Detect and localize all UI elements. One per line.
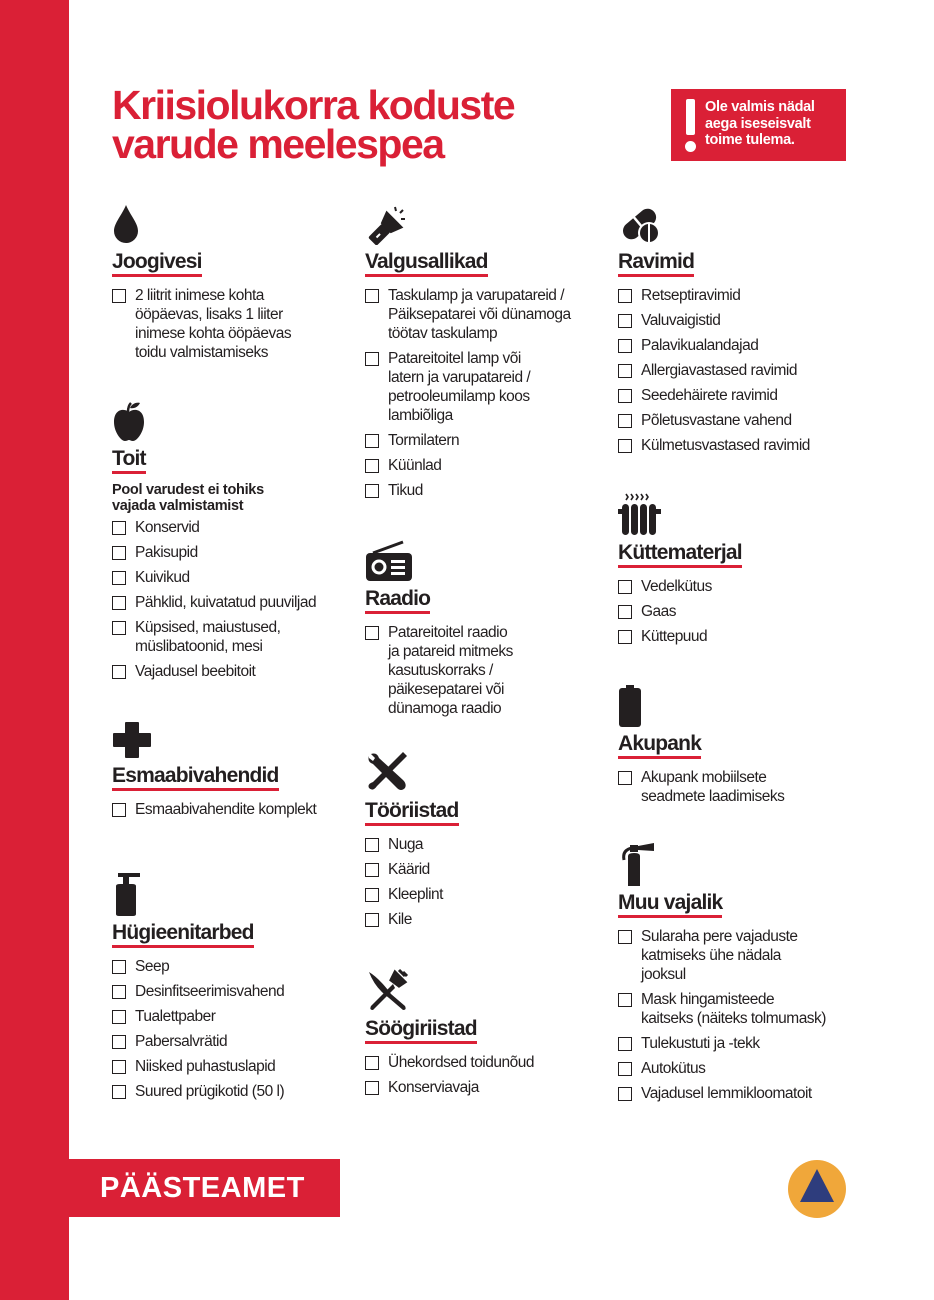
- section-title: Akupank: [618, 733, 701, 759]
- checklist-item: [365, 885, 605, 904]
- section-soogiriistad: [365, 968, 605, 1103]
- checklist-item-label: Seedehäirete ravimid: [641, 387, 778, 404]
- notice-box: [671, 89, 846, 161]
- page-title: [112, 82, 515, 167]
- tools-icon: [365, 750, 605, 794]
- checklist-item-label: Ühekordsed toidunõud: [388, 1054, 534, 1071]
- checklist-item: [365, 1053, 605, 1072]
- battery-icon: [618, 683, 858, 727]
- checkbox[interactable]: [365, 838, 379, 852]
- title-line-2: varude meelespea: [112, 121, 444, 167]
- checklist-item: [112, 800, 352, 819]
- checklist: [112, 957, 352, 1101]
- flashlight-icon: [365, 201, 605, 245]
- checklist-item: [112, 662, 352, 681]
- checklist-item: [618, 1084, 858, 1103]
- checklist-item: [618, 927, 858, 984]
- section-title: Söögiriistad: [365, 1018, 477, 1044]
- section-title: Muu vajalik: [618, 892, 722, 918]
- checkbox[interactable]: [112, 596, 126, 610]
- checklist: [365, 1053, 605, 1097]
- section-title: Ravimid: [618, 251, 694, 277]
- checklist-item-label: Desinfitseerimisvahend: [135, 983, 285, 1000]
- checklist: [365, 623, 605, 718]
- checklist-item: [112, 286, 352, 362]
- checklist-item-label: Tulekustuti ja -tekk: [641, 1035, 760, 1052]
- fire-extinguisher-icon: [618, 842, 858, 886]
- notice-text: [705, 99, 815, 149]
- section-hygieen: [112, 872, 352, 1107]
- radio-icon: [365, 538, 605, 582]
- checklist-item: [618, 286, 858, 305]
- checklist-item-label: Konservid: [135, 519, 200, 536]
- section-muu: [618, 842, 858, 1109]
- checklist-item-label: Akupank mobiilsete seadmete laadimiseks: [641, 769, 785, 805]
- checklist: [365, 286, 605, 500]
- cutlery-icon: [365, 968, 605, 1012]
- checklist-item-label: Esmaabivahendite komplekt: [135, 801, 317, 818]
- checklist-item: [365, 623, 605, 718]
- section-title: Küttematerjal: [618, 542, 742, 568]
- checklist-item-label: Kuivikud: [135, 569, 190, 586]
- checkbox[interactable]: [365, 863, 379, 877]
- checklist-item: [618, 1034, 858, 1053]
- checklist-item-label: Patareitoitel raadio ja patareid mitmeks kasutuskorraks / päikesepatarei või dünamoga raadio: [388, 624, 513, 717]
- checkbox[interactable]: [618, 389, 632, 403]
- checklist-item: [112, 1032, 352, 1051]
- checklist-item: [618, 1059, 858, 1078]
- checkbox[interactable]: [365, 289, 379, 303]
- checklist-item-label: Suured prügikotid (50 l): [135, 1083, 285, 1100]
- notice-line: Ole valmis nädal: [705, 99, 815, 115]
- section-valgus: [365, 201, 605, 506]
- checklist-item: [618, 436, 858, 455]
- checklist-item: [365, 349, 605, 425]
- checklist-item: [618, 361, 858, 380]
- checklist-item-label: Tualettpaber: [135, 1008, 216, 1025]
- checklist-item: [618, 311, 858, 330]
- checklist: [618, 286, 858, 455]
- checklist-item: [365, 910, 605, 929]
- brand-banner: PÄÄSTEAMET: [69, 1159, 340, 1217]
- checkbox[interactable]: [112, 1060, 126, 1074]
- section-title: Esmaabivahendid: [112, 765, 279, 791]
- checklist-item-label: 2 liitrit inimese kohta ööpäevas, lisaks 1 liiter inimese kohta ööpäevas toidu valmistamiseks: [135, 287, 292, 361]
- section-subtitle: Pool varudest ei tohiks vajada valmistamist: [112, 482, 264, 514]
- checkbox[interactable]: [365, 913, 379, 927]
- checklist-item-label: Palavikualandajad: [641, 337, 759, 354]
- checklist: [365, 835, 605, 929]
- checkbox[interactable]: [112, 1010, 126, 1024]
- section-akupank: [618, 683, 858, 812]
- checklist-item: [365, 481, 605, 500]
- checklist-item-label: Sularaha pere vajaduste katmiseks ühe nädala jooksul: [641, 928, 798, 983]
- checkbox[interactable]: [112, 621, 126, 635]
- apple-icon: [112, 398, 352, 442]
- checklist-item: [365, 860, 605, 879]
- checkbox[interactable]: [112, 960, 126, 974]
- checklist-item: [618, 386, 858, 405]
- section-raadio: [365, 538, 605, 724]
- checkbox[interactable]: [112, 546, 126, 560]
- checklist-item: [365, 835, 605, 854]
- checklist: [112, 518, 352, 681]
- water-drop-icon: [112, 201, 352, 245]
- radiator-icon: [618, 492, 858, 536]
- checkbox[interactable]: [618, 414, 632, 428]
- checkbox[interactable]: [365, 459, 379, 473]
- section-tooriistad: [365, 750, 605, 935]
- section-joogivesi: [112, 201, 352, 368]
- checklist-item: [112, 568, 352, 587]
- checkbox[interactable]: [618, 605, 632, 619]
- checklist-item: [618, 768, 858, 806]
- checklist-item-label: Kile: [388, 911, 412, 928]
- checkbox[interactable]: [618, 364, 632, 378]
- checklist-item-label: Nuga: [388, 836, 424, 853]
- checkbox[interactable]: [618, 1062, 632, 1076]
- checklist-item-label: Küünlad: [388, 457, 442, 474]
- notice-line: toime tulema.: [705, 132, 795, 148]
- soap-dispenser-icon: [112, 872, 352, 916]
- checkbox[interactable]: [618, 993, 632, 1007]
- section-title: Valgusallikad: [365, 251, 488, 277]
- exclamation-icon: [679, 95, 701, 155]
- checkbox[interactable]: [365, 484, 379, 498]
- checklist-item-label: Külmetusvastased ravimid: [641, 437, 810, 454]
- checkbox[interactable]: [112, 1085, 126, 1099]
- left-red-bar: [0, 0, 69, 1300]
- checklist-item-label: Vajadusel lemmikloomatoit: [641, 1085, 812, 1102]
- section-title: Toit: [112, 448, 146, 474]
- checklist-item: [112, 1082, 352, 1101]
- checklist-item-label: Põletusvastane vahend: [641, 412, 792, 429]
- checkbox[interactable]: [112, 521, 126, 535]
- checklist-item: [112, 957, 352, 976]
- civil-defence-logo-icon: [788, 1160, 846, 1218]
- pills-icon: [618, 201, 858, 245]
- checklist-item-label: Autokütus: [641, 1060, 706, 1077]
- checkbox[interactable]: [365, 1056, 379, 1070]
- checkbox[interactable]: [365, 888, 379, 902]
- checklist-item-label: Vajadusel beebitoit: [135, 663, 256, 680]
- checklist-item-label: Tormilatern: [388, 432, 460, 449]
- checkbox[interactable]: [365, 1081, 379, 1095]
- checklist-item-label: Konserviavaja: [388, 1079, 479, 1096]
- checkbox[interactable]: [618, 339, 632, 353]
- checkbox[interactable]: [618, 439, 632, 453]
- checklist-item-label: Valuvaigistid: [641, 312, 721, 329]
- checkbox[interactable]: [618, 580, 632, 594]
- checkbox[interactable]: [365, 626, 379, 640]
- section-title: Tööriistad: [365, 800, 459, 826]
- checklist-item-label: Gaas: [641, 603, 677, 620]
- checklist-item-label: Küpsised, maiustused, müslibatoonid, mesi: [135, 619, 281, 655]
- first-aid-cross-icon: [112, 715, 352, 759]
- checklist-item: [618, 336, 858, 355]
- checklist-item: [618, 411, 858, 430]
- checkbox[interactable]: [618, 1037, 632, 1051]
- checklist-item-label: Allergiavastased ravimid: [641, 362, 797, 379]
- section-title: Hügieenitarbed: [112, 922, 254, 948]
- checklist-item-label: Pähklid, kuivatatud puuviljad: [135, 594, 317, 611]
- checklist-item: [365, 1078, 605, 1097]
- checklist-item: [618, 627, 858, 646]
- checkbox[interactable]: [112, 571, 126, 585]
- checklist: [618, 927, 858, 1103]
- checklist-item-label: Tikud: [388, 482, 423, 499]
- checklist-item: [112, 1057, 352, 1076]
- checklist-item-label: Niisked puhastuslapid: [135, 1058, 276, 1075]
- checkbox[interactable]: [365, 352, 379, 366]
- checklist-item: [112, 518, 352, 537]
- checklist-item-label: Taskulamp ja varupatareid / Päiksepatarei või dünamoga töötav taskulamp: [388, 287, 571, 342]
- checklist-item-label: Retseptiravimid: [641, 287, 741, 304]
- checklist-item-label: Patareitoitel lamp või latern ja varupatareid / petrooleumilamp koos lambiõliga: [388, 350, 531, 424]
- checklist-item: [112, 543, 352, 562]
- section-toit: [112, 398, 352, 687]
- section-ravimid: [618, 201, 858, 461]
- title-line-1: Kriisiolukorra koduste: [112, 82, 515, 128]
- checkbox[interactable]: [365, 434, 379, 448]
- checkbox[interactable]: [618, 314, 632, 328]
- checklist-item: [112, 1007, 352, 1026]
- checklist-item: [365, 456, 605, 475]
- checklist-item: [365, 431, 605, 450]
- checkbox[interactable]: [618, 930, 632, 944]
- checklist: [618, 577, 858, 646]
- checklist-item-label: Pabersalvrätid: [135, 1033, 228, 1050]
- checkbox[interactable]: [112, 665, 126, 679]
- checkbox[interactable]: [618, 1087, 632, 1101]
- checklist-item: [365, 286, 605, 343]
- checklist-item-label: Vedelkütus: [641, 578, 712, 595]
- checklist-item-label: Mask hingamisteede kaitseks (näiteks tolmumask): [641, 991, 826, 1027]
- checklist-item: [112, 982, 352, 1001]
- checklist-item: [618, 577, 858, 596]
- checklist: [112, 286, 352, 362]
- checklist-item-label: Seep: [135, 958, 170, 975]
- checkbox[interactable]: [112, 985, 126, 999]
- checkbox[interactable]: [112, 289, 126, 303]
- section-title: Joogivesi: [112, 251, 202, 277]
- section-title: Raadio: [365, 588, 430, 614]
- checklist-item: [112, 593, 352, 612]
- notice-line: aega iseseisvalt: [705, 115, 811, 132]
- checklist: [618, 768, 858, 806]
- checkbox[interactable]: [618, 289, 632, 303]
- checklist-item: [618, 602, 858, 621]
- checkbox[interactable]: [112, 1035, 126, 1049]
- checklist-item-label: Küttepuud: [641, 628, 708, 645]
- section-esmaabi: [112, 715, 352, 825]
- checkbox[interactable]: [112, 803, 126, 817]
- checklist-item-label: Pakisupid: [135, 544, 198, 561]
- checklist: [112, 800, 352, 819]
- checkbox[interactable]: [618, 771, 632, 785]
- checklist-item: [112, 618, 352, 656]
- checklist-item-label: Käärid: [388, 861, 430, 878]
- checkbox[interactable]: [618, 630, 632, 644]
- checklist-item: [618, 990, 858, 1028]
- section-kutte: [618, 492, 858, 652]
- checklist-item-label: Kleeplint: [388, 886, 443, 903]
